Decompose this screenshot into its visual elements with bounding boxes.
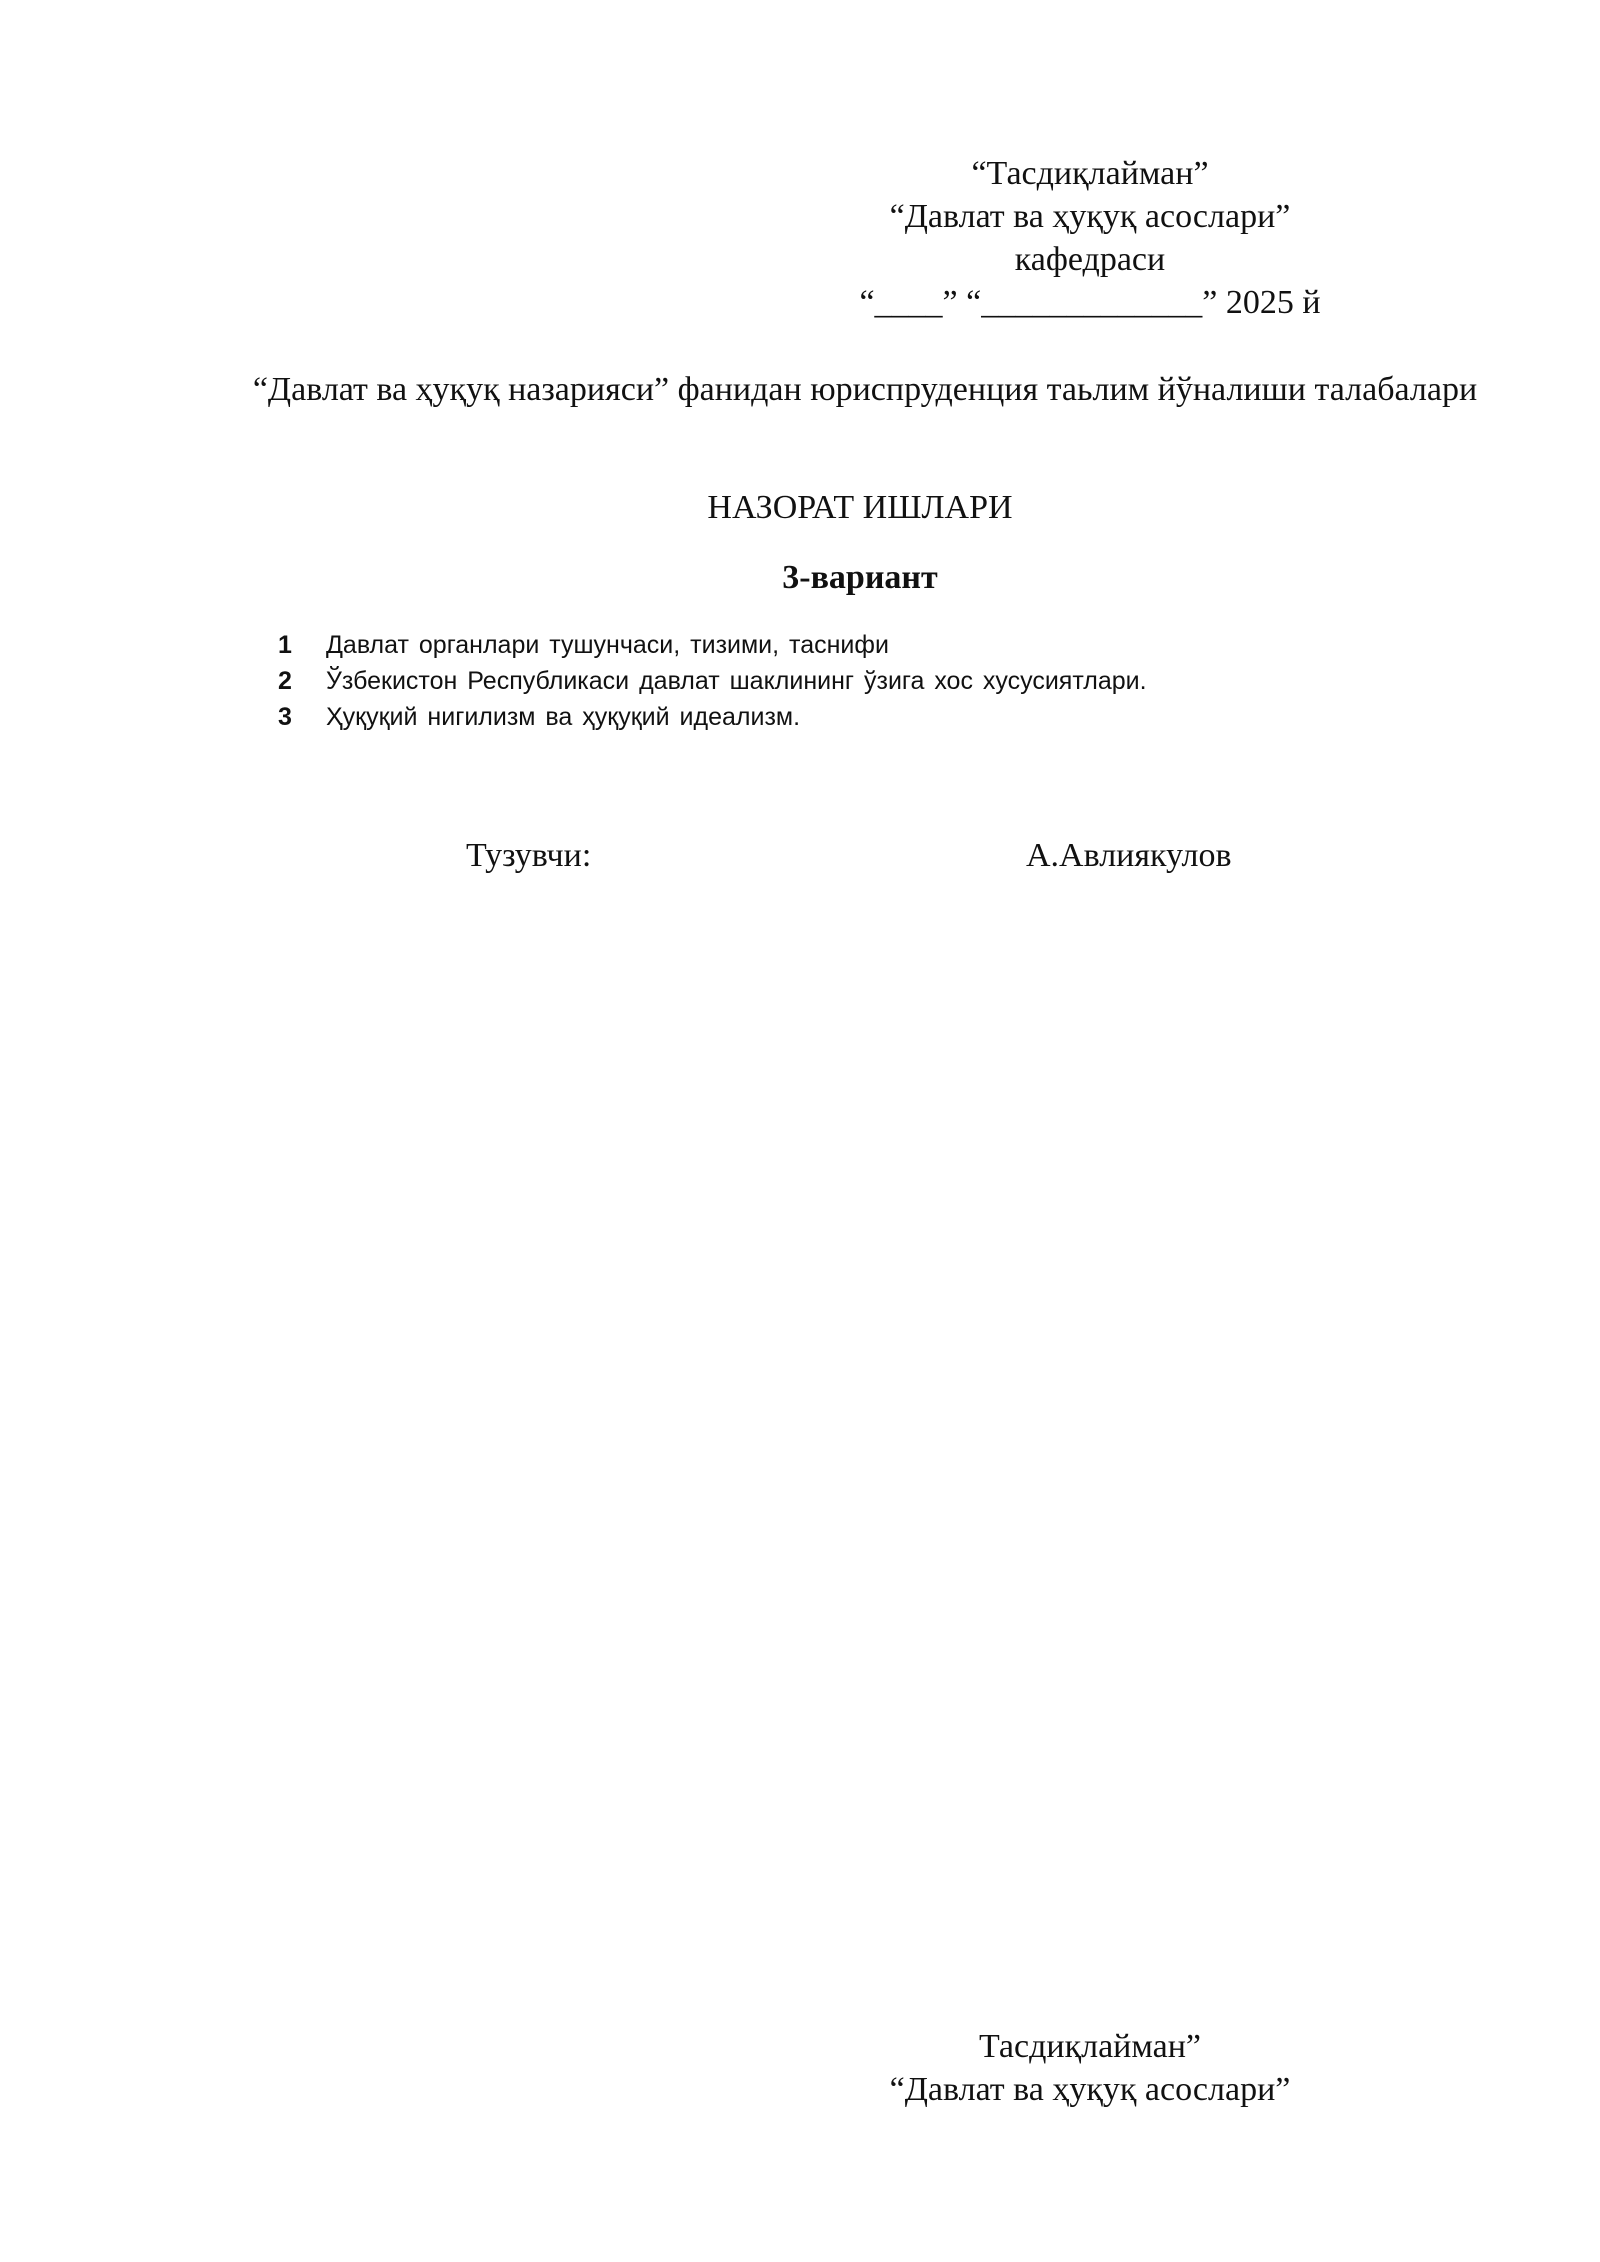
question-item	[278, 699, 1428, 735]
author-name: А.Авлиякулов	[1026, 837, 1232, 874]
approval-heading: Тасдиқлайман”	[978, 2028, 1202, 2065]
author-label: Тузувчи:	[466, 837, 592, 874]
question-number: 2	[278, 667, 292, 695]
question-text: Ҳуқуқий нигилизм ва ҳуқуқий идеализм.	[326, 703, 801, 731]
question-number: 1	[278, 631, 292, 659]
question-item	[278, 627, 1428, 663]
question-text: Давлат органлари тушунчаси, тизими, таснифи	[326, 631, 889, 659]
approval-department-name: “Давлат ва ҳуқуқ асослари”	[889, 2071, 1291, 2108]
question-item	[278, 663, 1428, 699]
approval-date-line: “____” “_____________” 2025 й	[859, 284, 1321, 321]
approval-department-name: “Давлат ва ҳуқуқ асослари”	[889, 198, 1291, 235]
variant-label: 3-вариант	[782, 559, 938, 596]
approval-block-bottom	[790, 2025, 1390, 2111]
approval-block-top	[790, 152, 1390, 324]
questions-list	[278, 627, 1428, 735]
document-title: НАЗОРАТ ИШЛАРИ	[707, 489, 1013, 526]
question-text: Ўзбекистон Республикаси давлат шаклининг ўзига хос хусусиятлари.	[326, 667, 1147, 695]
question-number: 3	[278, 703, 292, 731]
approval-department-word: кафедраси	[1014, 241, 1166, 278]
approval-heading: “Тасдиқлайман”	[971, 155, 1209, 192]
subject-line: “Давлат ва ҳуқуқ назарияси” фанидан юриспруденция таьлим йўналиши талабалари	[252, 371, 1478, 408]
